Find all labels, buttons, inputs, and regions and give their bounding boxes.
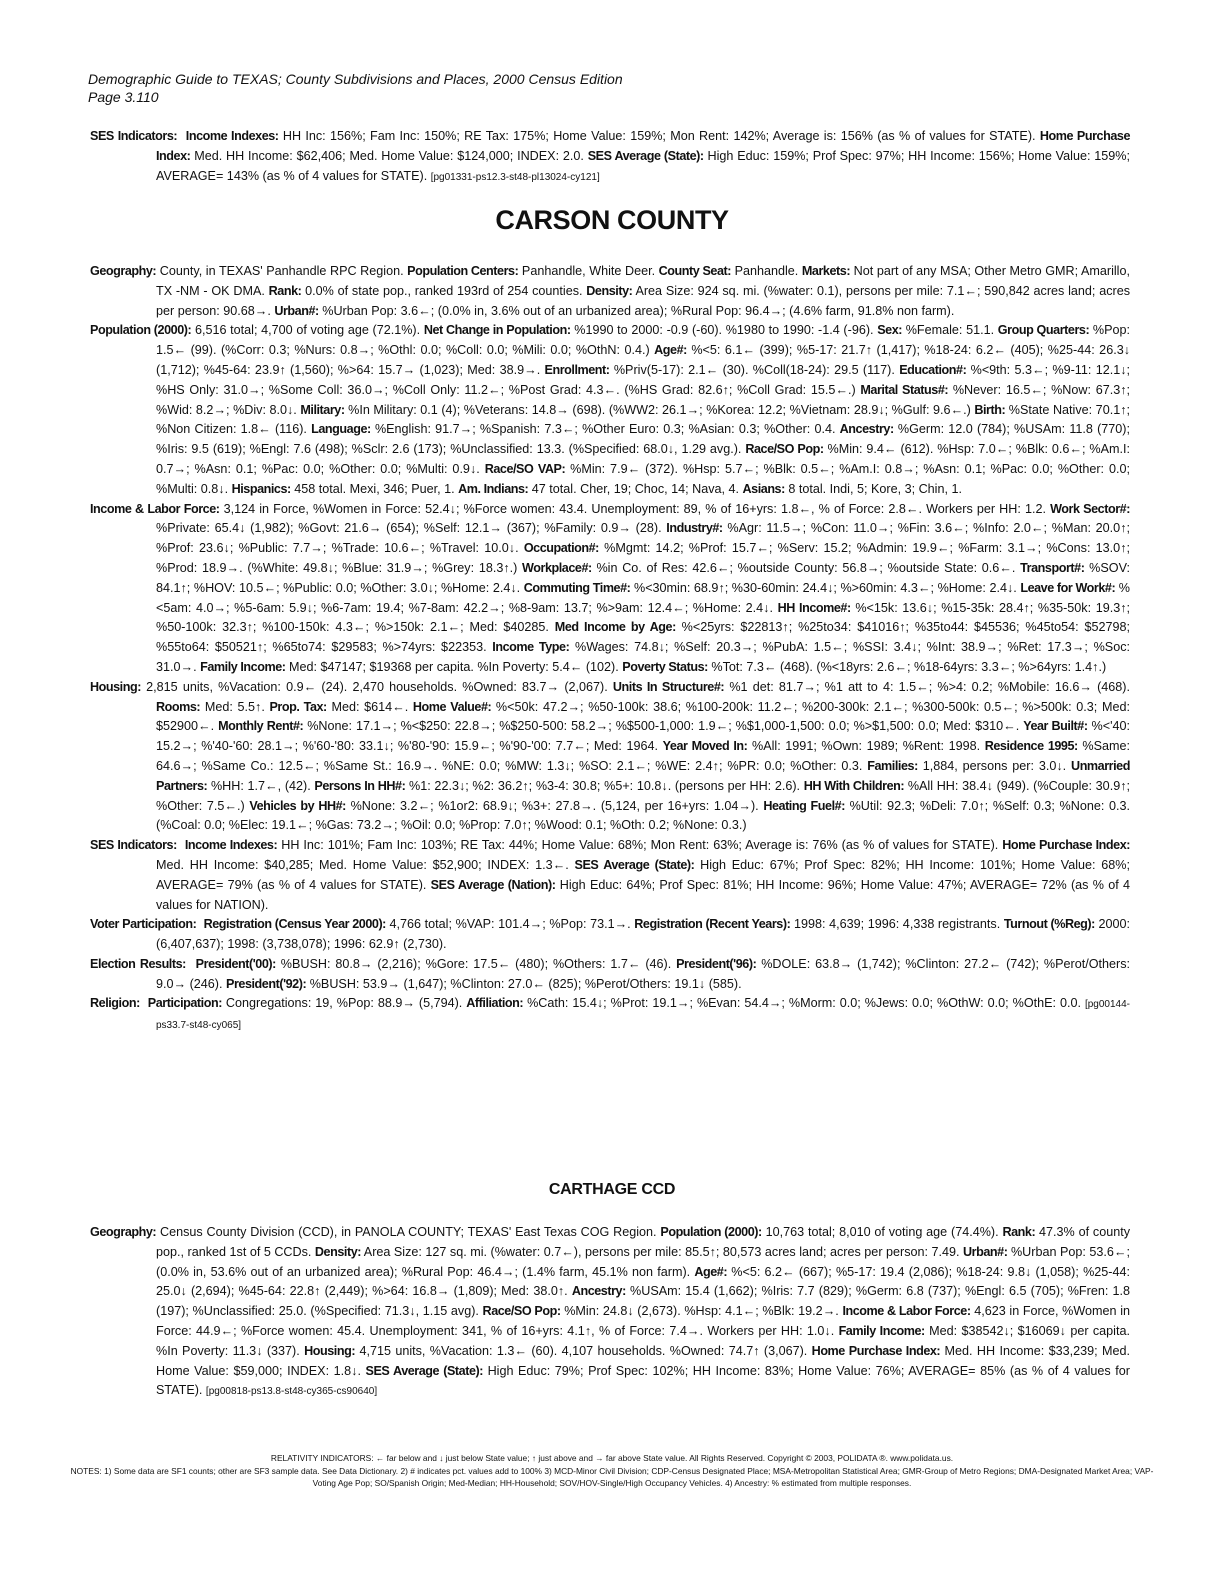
county-section (90, 262, 1130, 1036)
record-code: [pg01331-ps12.3-st48-pl13024-cy121] (430, 171, 600, 183)
ccd-title: CARTHAGE CCD (548, 1181, 676, 1198)
ccd-section (90, 1223, 1130, 1402)
page-number: Page 3.110 (88, 89, 159, 105)
population-entry: Population (2000): 6,516 total; 4,700 of voting age (72.1%). Net Change in Population: %1990 to 2000: -0.9 (-60). %1980 to 1990: -1.4 (-96). Sex: %Female: 51.1. Group Quarters: %Pop: 1.5← (99). (%Corr: 0.3; %Nurs: 0.8→; %Othl: 0.0; %Coll: 0.0; %Mili: 0.0; %OthN: 0.4.) Age#: %<5: 6.1← (399); %5-17: 21.7↑ (1,417); %18-24: 6.2← (405); %25-44: 26.3↓ (1,712); %45-64: 23.9↑ (1,560); %>64: 15.7→ (1,023); Med: 38.9→. Enrollment: %Priv(5-17): 2.1← (30). %Coll(18-24): 29.5 (117). Education#: %<9th: 5.3←; %9-11: 12.1↓; %HS Only: 31.0→; %Some Coll: 36.0→; %Coll Only: 11.2←; %Post Grad: 4.3←. (%HS Grad: 82.6↑; %Coll Grad: 15.5←.) Marital Status#: %Never: 16.5←; %Now: 67.3↑; %Wid: 8.2→; %Div: 8.0↓. Military: %In Military: 0.1 (4); %Veterans: 14.8→ (698). (%WW2: 26.1→; %Korea: 12.2; %Vietnam: 28.9↓; %Gulf: 9.6←.) Birth: %State Native: 70.1↑; %Non Citizen: 1.8← (116). Language: %English: 91.7→; %Spanish: 7.3←; %Other Euro: 0.3; %Asian: 0.3; %Other: 0.4. Ancestry: %Germ: 12.0 (784); %USAm: 11.8 (770); %Iris: 9.5 (619); %Engl: 7.6 (498); %Sclr: 2.6 (173); %Unclassified: 13.3. (%Specified: 68.0↓, 1.29 avg.). Race/SO Pop: %Min: 9.4← (612). %Hsp: 7.0←; %Blk: 0.6←; %Am.I: 0.7→; %Asn: 0.1; %Pac: 0.0; %Other: 0.0; %Multi: 0.9↓. Race/SO VAP: %Min: 7.9← (372). %Hsp: 5.7←; %Blk: 0.5←; %Am.I: 0.8→; %Asn: 0.1; %Pac: 0.0; %Other: 0.0; %Multi: 0.8↓. Hispanics: 458 total. Mexi, 346; Puer, 1. Am. Indians: 47 total. Cher, 19; Choc, 14; Nava, 4. Asians: 8 total. Indi, 5; Kore, 3; Chin, 1. (90, 323, 1130, 496)
page-header (88, 70, 1138, 106)
geography-entry: Geography: County, in TEXAS' Panhandle RPC Region. Population Centers: Panhandle, White Deer. County Seat: Panhandle. Markets: Not part of any MSA; Other Metro GMR; Amarillo, TX -NM - OK DMA. Rank: 0.0% of state pop., ranked 193rd of 254 counties. Density: Area Size: 924 sq. mi. (%water: 0.1), persons per mile: 7.1←; 590,842 acres land; acres per person: 90.68→. Urban#: %Urban Pop: 3.6←; (0.0% in, 3.6% out of an urbanized area); %Rural Pop: 96.4→; (4.6% farm, 91.8% non farm). (90, 264, 1130, 318)
page-footer (70, 1452, 1154, 1490)
footer-notes: NOTES: 1) Some data are SF1 counts; other are SF3 sample data. See Data Dictionary. 2) # indicates pct. values add to 100% 3) MCD-Minor Civil Division; CDP-Census Designated Place; MSA-Metropolitan Statistical Area; GMR-Group of Metro Regions; DMA-Designated Market Area; VAP-Voting Age Pop; SO/Spanish Origin; Med-Median; HH-Household; SOV/HOV-Single/High Occupancy Vehicles. 4) Ancestry: % estimated from multiple responses. (70, 1465, 1154, 1488)
prior-ses-label: SES Indicators: (90, 129, 178, 143)
prior-ses-entry: SES Indicators: Income Indexes: HH Inc: 156%; Fam Inc: 150%; RE Tax: 175%; Home Value: 159%; Mon Rent: 142%; Average is: 156% (as % of values for STATE). Home Purchase Index: Med. HH Income: $62,406; Med. Home Value: $124,000; INDEX: 2.0. SES Average (State): High Educ: 159%; Prof Spec: 97%; HH Income: 156%; Home Value: 159%; AVERAGE= 143% (as % of 4 values for STATE). [pg01331-ps12.3-st48-pl13024-cy121] (90, 129, 1131, 183)
housing-entry: Housing: 2,815 units, %Vacation: 0.9← (24). 2,470 households. %Owned: 83.7→ (2,067). Units In Structure#: %1 det: 81.7→; %1 att to 4: 1.5←; %>4: 0.2; %Mobile: 16.6→ (468). Rooms: Med: 5.5↑. Prop. Tax: Med: $614←. Home Value#: %<50k: 47.2→; %50-100k: 38.6; %100-200k: 11.2←; %200-300k: 2.1←; %300-500k: 0.5←; %>500k: 0.3; Med: $52900←. Monthly Rent#: %None: 17.1→; %<$250: 22.8→; %$250-500: 58.2→; %$500-1,000: 1.9←; %$1,000-1,500: 0.0; %>$1,500: 0.0; Med: $310←. Year Built#: %<'40: 15.2→; %'40-'60: 28.1→; %'60-'80: 33.1↓; %'80-'90: 15.9←; %'90-'00: 7.7←; Med: 1964. Year Moved In: %All: 1991; %Own: 1989; %Rent: 1998. Residence 1995: %Same: 64.6→; %Same Co.: 12.5←; %Same St.: 16.9→. %NE: 0.0; %MW: 1.3↓; %SO: 2.1←; %WE: 2.4↑; %PR: 0.0; %Other: 0.3. Families: 1,884, persons per: 3.0↓. Unmarried Partners: %HH: 1.7←, (42). Persons In HH#: %1: 22.3↓; %2: 36.2↑; %3-4: 30.8; %5+: 10.8↓. (persons per HH: 2.6). HH With Children: %All HH: 38.4↓ (949). (%Couple: 30.9↑; %Other: 7.5←.) Vehicles by HH#: %None: 3.2←; %1or2: 68.9↓; %3+: 27.8→. (5,124, per 16+yrs: 1.04→). Heating Fuel#: %Util: 92.3; %Deli: 7.0↑; %Self: 0.3; %None: 0.3. (%Coal: 0.0; %Elec: 19.1←; %Gas: 73.2→; %Oil: 0.0; %Prop: 7.0↑; %Wood: 0.1; %Oth: 0.2; %None: 0.3.) (90, 679, 1131, 833)
election-results-entry: Election Results: President('00): %BUSH: 80.8→ (2,216); %Gore: 17.5← (480); %Others: 1.7← (46). President('96): %DOLE: 63.8→ (1,742); %Clinton: 27.2← (742); %Perot/Others: 9.0→ (246). President('92): %BUSH: 53.9→ (1,647); %Clinton: 27.0← (825); %Perot/Others: 19.1↓ (585). (90, 956, 1130, 991)
guide-title: Demographic Guide to TEXAS; County Subdivisions and Places, 2000 Census Edition (88, 71, 623, 87)
religion-entry: Religion: Participation: Congregations: 19, %Pop: 88.9→ (5,794). Affiliation: %Cath: 15.4↓; %Prot: 19.1→; %Evan: 54.4→; %Morm: 0.0; %Jews: 0.0; %OthW: 0.0; %OthE: 0.0. [pg00144-ps33.7-st48-cy065] (90, 996, 1130, 1032)
ses-indicators-entry: SES Indicators: Income Indexes: HH Inc: 101%; Fam Inc: 103%; RE Tax: 44%; Home Value: 68%; Mon Rent: 63%; Average is: 76% (as % of values for STATE). Home Purchase Index: Med. HH Income: $40,285; Med. Home Value: $52,900; INDEX: 1.3←. SES Average (State): High Educ: 67%; Prof Spec: 82%; HH Income: 101%; Home Value: 68%; AVERAGE= 79% (as % of 4 values for STATE). SES Average (Nation): High Educ: 64%; Prof Spec: 81%; HH Income: 96%; Home Value: 47%; AVERAGE= 72% (as % of 4 values for NATION). (90, 838, 1131, 912)
voter-participation-entry: Voter Participation: Registration (Census Year 2000): 4,766 total; %VAP: 101.4→; %Pop: 73.1→. Registration (Recent Years): 1998: 4,639; 1996: 4,338 registrants. Turnout (%Reg): 2000: (6,407,637); 1998: (3,738,078); 1996: 62.9↑ (2,730). (90, 917, 1131, 952)
record-code: [pg00818-ps13.8-st48-cy365-cs90640] (205, 1386, 378, 1398)
prior-place-section (90, 127, 1130, 187)
record-code: [pg00144-ps33.7-st48-cy065] (156, 999, 1130, 1032)
income-labor-entry: Income & Labor Force: 3,124 in Force, %Women in Force: 52.4↓; %Force women: 43.4. Unemployment: 89, % of 16+yrs: 1.8←, % of Force: 2.8←. Workers per HH: 1.2. Work Sector#: %Private: 65.4↓ (1,982); %Govt: 21.6→ (654); %Self: 12.1→ (367); %Family: 0.9→ (28). Industry#: %Agr: 11.5→; %Con: 11.0→; %Fin: 3.6←; %Info: 2.0←; %Man: 20.0↑; %Prof: 23.6↓; %Public: 7.7→; %Trade: 10.6←; %Travel: 10.0↓. Occupation#: %Mgmt: 14.2; %Prof: 15.7←; %Serv: 15.2; %Admin: 19.9←; %Farm: 3.1→; %Cons: 13.0↑; %Prod: 18.9→. (%White: 49.8↓; %Blue: 31.9→; %Grey: 18.3↑.) Workplace#: %in Co. of Res: 42.6←; %outside County: 56.8→; %outside State: 0.6←. Transport#: %SOV: 84.1↑; %HOV: 10.5←; %Public: 0.0; %Other: 3.0↓; %Home: 2.4↓. Commuting Time#: %<30min: 68.9↑; %30-60min: 24.4↓; %>60min: 4.3←; %Home: 2.4↓. Leave for Work#: %<5am: 4.0→; %5-6am: 5.9↓; %6-7am: 19.4; %7-8am: 42.2→; %8-9am: 13.7; %>9am: 12.4←; %Home: 2.4↓. HH Income#: %<15k: 13.6↓; %15-35k: 28.4↑; %35-50k: 19.3↑; %50-100k: 32.3↑; %100-150k: 4.3←; %>150k: 2.1←; Med: $40285. Med Income by Age: %<25yrs: $22813↑; %25to34: $41016↑; %35to44: $45536; %45to54: $52798; %55to64: $50521↑; %65to74: $29583; %>74yrs: $22353. Income Type: %Wages: 74.8↓; %Self: 20.3→; %PubA: 1.5←; %SSI: 3.4↓; %Int: 38.9→; %Ret: 17.3→; %Soc: 31.0→. Family Income: Med: $47147; $19368 per capita. %In Poverty: 5.4← (102). Poverty Status: %Tot: 7.3← (468). (%<18yrs: 2.6←; %18-64yrs: 3.3←; %>64yrs: 1.4↑.) (90, 501, 1131, 674)
ccd-geography-entry: Geography: Census County Division (CCD), in PANOLA COUNTY; TEXAS' East Texas COG Region. Population (2000): 10,763 total; 8,010 of voting age (74.4%). Rank: 47.3% of county pop., ranked 1st of 5 CCDs. Density: Area Size: 127 sq. mi. (%water: 0.7←), persons per mile: 85.5↑; 80,573 acres land; acres per person: 7.49. Urban#: %Urban Pop: 53.6←; (0.0% in, 53.6% out of an urbanized area); %Rural Pop: 46.4→; (1.4% farm, 45.1% non farm). Age#: %<5: 6.2← (667); %5-17: 19.4 (2,086); %18-24: 9.8↓ (1,058); %25-44: 25.0↓ (2,694); %45-64: 22.8↑ (2,449); %>64: 16.8→ (1,809); Med: 38.0↑. Ancestry: %USAm: 15.4 (1,662); %Iris: 7.7 (829); %Germ: 6.8 (737); %Engl: 6.5 (705); %Fren: 1.8 (197); %Unclassified: 25.0. (%Specified: 71.3↓, 1.15 avg). Race/SO Pop: %Min: 24.8↓ (2,673). %Hsp: 4.1←; %Blk: 19.2→. Income & Labor Force: 4,623 in Force, %Women in Force: 44.9←; %Force women: 45.4. Unemployment: 341, % of 16+yrs: 4.1↑, % of Force: 7.4→. Workers per HH: 1.0↓. Family Income: Med: $38542↓; $16069↓ per capita. %In Poverty: 11.3↓ (337). Housing: 4,715 units, %Vacation: 1.3← (60). 4,107 households. %Owned: 74.7↑ (3,067). Home Purchase Index: Med. HH Income: $33,239; Med. Home Value: $59,000; INDEX: 1.8↓. SES Average (State): High Educ: 79%; Prof Spec: 102%; HH Income: 83%; Home Value: 76%; AVERAGE= 85% (as % of 4 values for STATE). [pg00818-ps13.8-st48-cy365-cs90640] (90, 1225, 1131, 1398)
relativity-indicators: RELATIVITY INDICATORS: ← far below and ↓ just below State value; ↑ just above and → far above State value. All Rights Reserved. Copyright © 2003, POLIDATA ®. www.polidata.us. (270, 1453, 954, 1463)
county-title: CARSON COUNTY (495, 205, 729, 235)
